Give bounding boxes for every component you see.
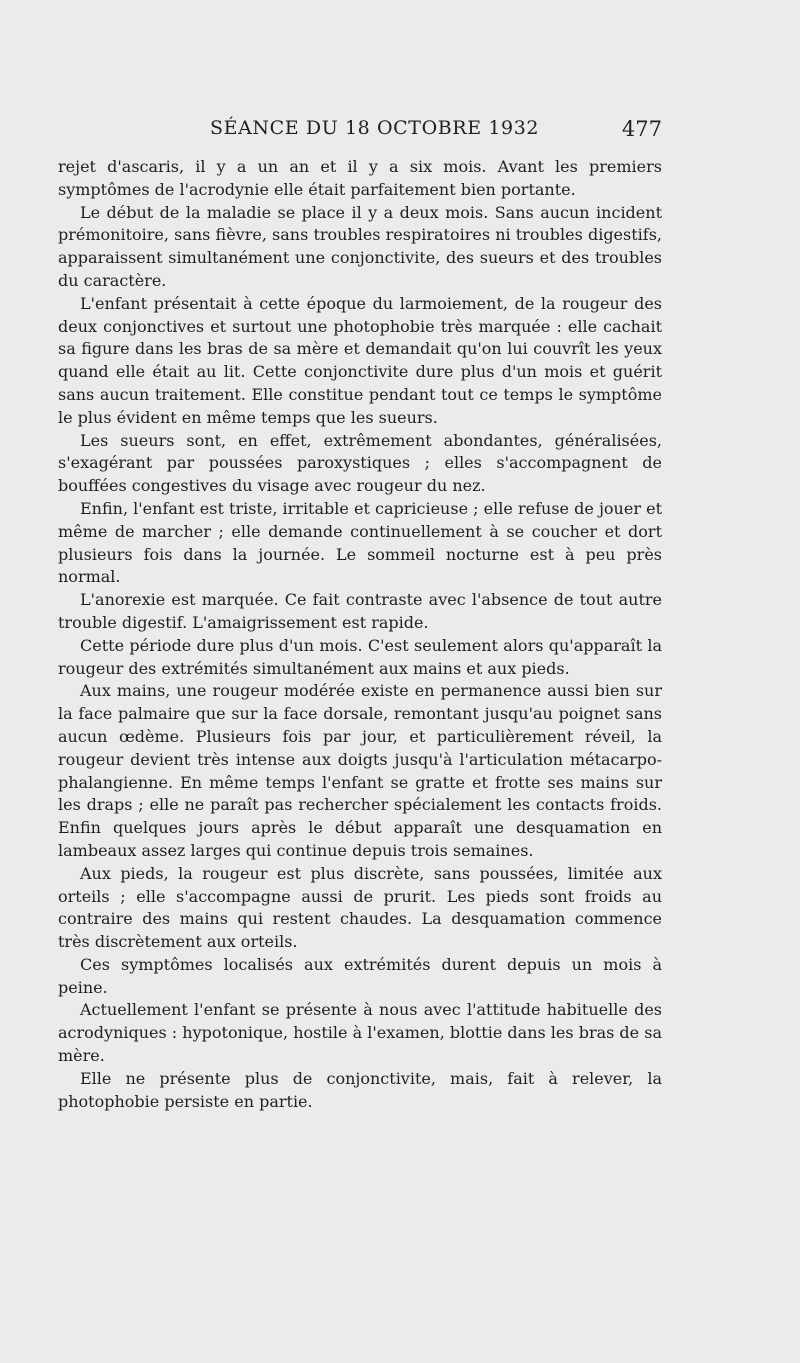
paragraph: Le début de la maladie se place il y a deux mois. Sans aucun incident prémonitoire, sans fièvre, sans troubles respiratoires ni troubles digestifs, apparaissent simultanément une conjonctivite, des sueurs et des troubles du caractère. <box>58 202 662 290</box>
page-header <box>58 117 662 151</box>
running-title: SÉANCE DU 18 OCTOBRE 1932 <box>210 117 540 139</box>
paragraph: Enfin, l'enfant est triste, irritable et capricieuse ; elle refuse de jouer et même de marcher ; elle demande continuellement à se coucher et dort plusieurs fois dans la journée. Le sommeil nocturne est à peu près normal. <box>58 498 662 587</box>
paragraph: L'enfant présentait à cette époque du larmoiement, de la rougeur des deux conjonctives et surtout une photophobie très marquée : elle cachait sa figure dans les bras de sa mère et demandait qu'on lui couvrît les yeux quand elle était au lit. Cette conjonctivite dure plus d'un mois et guérit sans aucun traitement. Elle constitue pendant tout ce temps le symptôme le plus évident en même temps que les sueurs. <box>58 293 662 427</box>
paragraph: Actuellement l'enfant se présente à nous avec l'attitude habituelle des acrodyniques : hypotonique, hostile à l'examen, blottie dans les bras de sa mère. <box>58 1000 662 1066</box>
paragraph: rejet d'ascaris, il y a un an et il y a six mois. Avant les premiers symptômes de l'acrodynie elle était parfaitement bien portante. <box>58 157 662 199</box>
paragraph: L'anorexie est marquée. Ce fait contraste avec l'absence de tout autre trouble digestif. L'amaigrissement est rapide. <box>58 590 662 632</box>
body-text <box>58 156 662 1113</box>
paragraph: Elle ne présente plus de conjonctivite, mais, fait à relever, la photophobie persiste en partie. <box>58 1068 662 1111</box>
paragraph: Ces symptômes localisés aux extrémités durent depuis un mois à peine. <box>58 954 662 997</box>
paragraph: Aux mains, une rougeur modérée existe en permanence aussi bien sur la face palmaire que sur la face dorsale, remontant jusqu'au poignet sans aucun œdème. Plusieurs fois par jour, et particulièrement réveil, la rougeur devient très intense aux doigts jusqu'à l'articulation métacarpo-phalangienne. En même temps l'enfant se gratte et frotte ses mains sur les draps ; elle ne paraît pas rechercher spécialement les contacts froids. Enfin quelques jours après le début apparaît une desquamation en lambeaux assez larges qui continue depuis trois semaines. <box>58 681 662 860</box>
page-number: 477 <box>621 117 662 141</box>
paragraph: Aux pieds, la rougeur est plus discrète, sans poussées, limitée aux orteils ; elle s'accompagne aussi de prurit. Les pieds sont froids au contraire des mains qui restent chaudes. La desquamation commence très discrètement aux orteils. <box>58 863 662 952</box>
paragraph: Cette période dure plus d'un mois. C'est seulement alors qu'apparaît la rougeur des extrémités simultanément aux mains et aux pieds. <box>58 635 662 678</box>
paragraph: Les sueurs sont, en effet, extrêmement abondantes, généralisées, s'exagérant par poussées paroxystiques ; elles s'accompagnent de bouffées congestives du visage avec rougeur du nez. <box>58 430 662 496</box>
